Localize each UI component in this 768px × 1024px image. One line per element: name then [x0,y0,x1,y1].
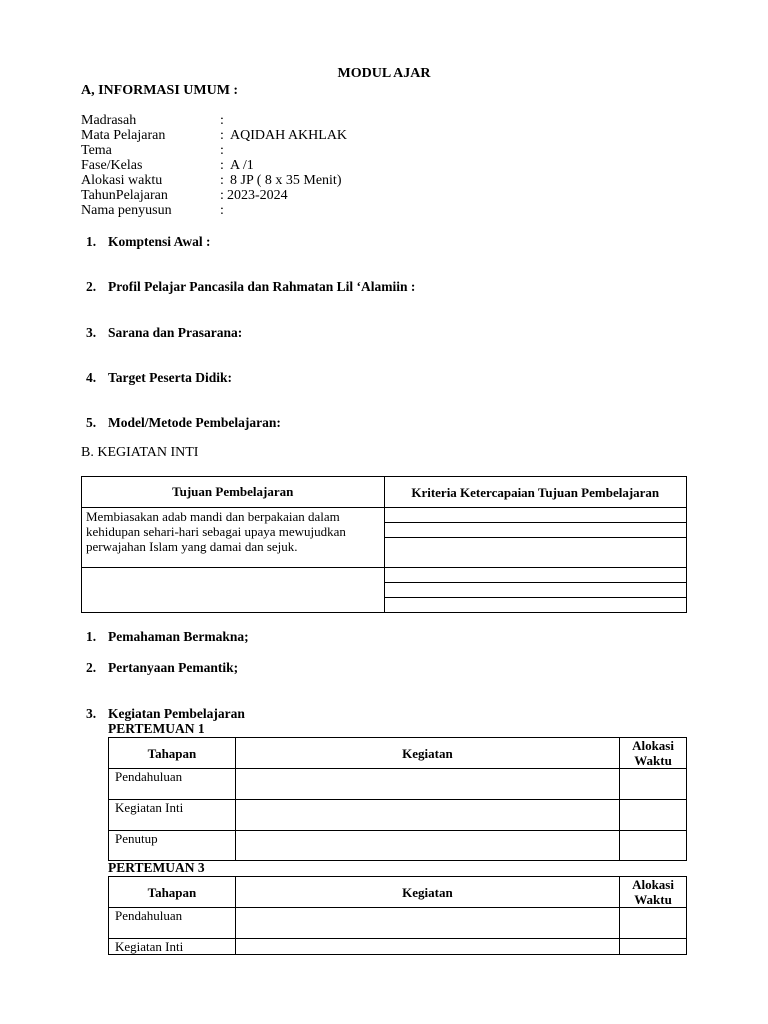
criteria-cell [384,598,687,613]
info-colon: : [220,203,224,218]
heading-kompetensi-awal: Komptensi Awal : [108,234,211,249]
heading-pemahaman-bermakna: Pemahaman Bermakna; [108,629,249,644]
meeting-1-table [108,737,687,861]
info-colon: : [220,113,224,128]
info-colon: : [220,173,224,188]
section-a-heading: A, INFORMASI UMUM : [81,83,239,98]
activity-cell [235,908,619,939]
meeting-1-title: PERTEMUAN 1 [108,721,205,736]
time-cell [620,831,687,861]
info-label-alokasi-waktu: Alokasi waktu [81,173,163,188]
heading-sarana-prasarana: Sarana dan Prasarana: [108,325,243,340]
heading-kegiatan-pembelajaran: Kegiatan Pembelajaran [108,706,245,721]
activity-cell [235,939,619,955]
info-value-fase-kelas: A /1 [230,158,254,173]
header-alokasi-waktu: Alokasi Waktu [620,738,687,769]
stage-label: Kegiatan Inti [115,800,184,815]
criteria-cell [384,583,687,598]
activity-cell [235,831,619,861]
header-tahapan: Tahapan [109,738,236,769]
info-label-tahun-pelajaran: TahunPelajaran [81,188,168,203]
learning-objectives-table [81,476,687,613]
header-tujuan-pembelajaran: Tujuan Pembelajaran [82,477,385,508]
time-cell [620,908,687,939]
list-number: 1. [86,629,97,644]
objective-cell [82,508,385,568]
stage-cell [109,908,236,939]
criteria-cell [384,568,687,583]
stage-cell [109,769,236,800]
list-number: 1. [86,234,97,249]
stage-cell [109,831,236,861]
info-label-fase-kelas: Fase/Kelas [81,158,143,173]
list-number: 5. [86,415,97,430]
list-number: 2. [86,660,97,675]
list-number: 3. [86,325,97,340]
criteria-cell [384,508,687,523]
stage-cell [109,800,236,831]
header-alokasi-waktu: Alokasi Waktu [620,877,687,908]
info-colon: : [220,128,224,143]
meeting-3-title: PERTEMUAN 3 [108,860,205,875]
info-colon: : [220,158,224,173]
heading-profil-pelajar: Profil Pelajar Pancasila dan Rahmatan Lil ‘Alamiin : [108,279,416,294]
time-cell [620,939,687,955]
heading-pertanyaan-pemantik: Pertanyaan Pemantik; [108,660,239,675]
header-kriteria-ketercapaian: Kriteria Ketercapaian Tujuan Pembelajaran [384,477,687,508]
criteria-cell [384,523,687,538]
objective-text: Membiasakan adab mandi dan berpakaian dalam kehidupan sehari-hari sebagai upaya mewujudkan perwajahan Islam yang damai dan sejuk. [86,509,346,554]
heading-model-metode: Model/Metode Pembelajaran: [108,415,281,430]
activity-cell [235,769,619,800]
info-value-alokasi-waktu: 8 JP ( 8 x 35 Menit) [230,173,342,188]
info-colon: : [220,188,224,203]
objective-cell [82,568,385,613]
list-number: 3. [86,706,97,721]
stage-label: Pendahuluan [115,908,183,923]
time-cell [620,769,687,800]
info-label-mata-pelajaran: Mata Pelajaran [81,128,166,143]
time-cell [620,800,687,831]
stage-label: Pendahuluan [115,769,183,784]
criteria-cell [384,538,687,568]
document-title: MODUL AJAR [337,66,431,81]
header-kegiatan: Kegiatan [235,877,619,908]
header-kegiatan: Kegiatan [235,738,619,769]
stage-cell [109,939,236,955]
info-value-mata-pelajaran: AQIDAH AKHLAK [230,128,348,143]
list-number: 2. [86,279,97,294]
info-label-nama-penyusun: Nama penyusun [81,203,172,218]
activity-cell [235,800,619,831]
info-value-tahun-pelajaran: 2023-2024 [227,188,288,203]
heading-target-peserta-didik: Target Peserta Didik: [108,370,232,385]
list-number: 4. [86,370,97,385]
header-tahapan: Tahapan [109,877,236,908]
section-b-heading: B. KEGIATAN INTI [81,445,199,460]
info-label-tema: Tema [81,143,112,158]
stage-label: Penutup [115,831,158,846]
info-label-madrasah: Madrasah [81,113,137,128]
meeting-3-table [108,876,687,955]
info-colon: : [220,143,224,158]
stage-label: Kegiatan Inti [115,939,184,954]
